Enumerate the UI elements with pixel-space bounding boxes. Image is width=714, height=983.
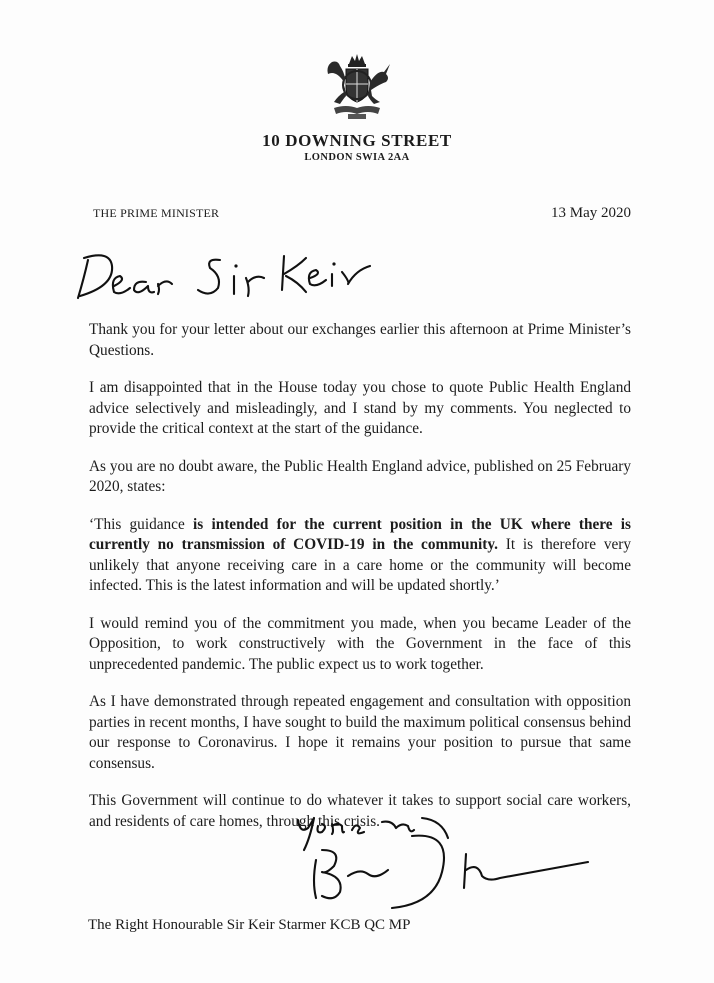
recipient-name: The Right Honourable Sir Keir Starmer KCB QC MP: [88, 917, 411, 933]
address-line1: 10 DOWNING STREET: [262, 131, 452, 150]
body-paragraph-2: I am disappointed that in the House today you chose to quote Public Health England advice selectively and misleadingly, and I stand by my comments. You neglected to provide the critical context at the start of the guidance.: [89, 379, 631, 437]
letter-date: 13 May 2020: [551, 205, 631, 221]
letter-body: [89, 320, 631, 849]
body-paragraph-5: I would remind you of the commitment you made, when you became Leader of the Opposition, to work constructively with the Government in the face of this unprecedented pandemic. The public expect us to work together.: [89, 614, 631, 673]
address-line2: LONDON SWIA 2AA: [304, 152, 410, 163]
handwritten-signature: [292, 826, 602, 916]
body-paragraph-3: As you are no doubt aware, the Public Health England advice, published on 25 February 2020, states:: [89, 457, 631, 495]
royal-coat-of-arms-icon: [318, 52, 396, 122]
handwritten-salutation: [70, 238, 410, 310]
quote-start: ‘This guidance: [89, 515, 193, 533]
quote-bold: is intended for the current position in the UK where there is currently no transmission of COVID-19 in the community.: [89, 515, 631, 553]
quote-end: It is therefore very unlikely that anyone receiving care in a care home or the community will become infected. This is the latest information and will be updated shortly.’: [89, 536, 631, 594]
body-paragraph-6: As I have demonstrated through repeated engagement and consultation with opposition parties in recent months, I have sought to build the maximum political consensus behind our response to Coronavirus. I hope it remains your position to pursue that same consensus.: [89, 693, 631, 772]
sender-title: THE PRIME MINISTER: [93, 206, 220, 220]
body-paragraph-1: Thank you for your letter about our exchanges earlier this afternoon at Prime Minister’s Questions.: [89, 321, 631, 359]
body-paragraph-quote: [89, 515, 631, 597]
body-paragraph-7: This Government will continue to do whatever it takes to support social care workers, and residents of care homes, through this crisis.: [89, 792, 631, 830]
